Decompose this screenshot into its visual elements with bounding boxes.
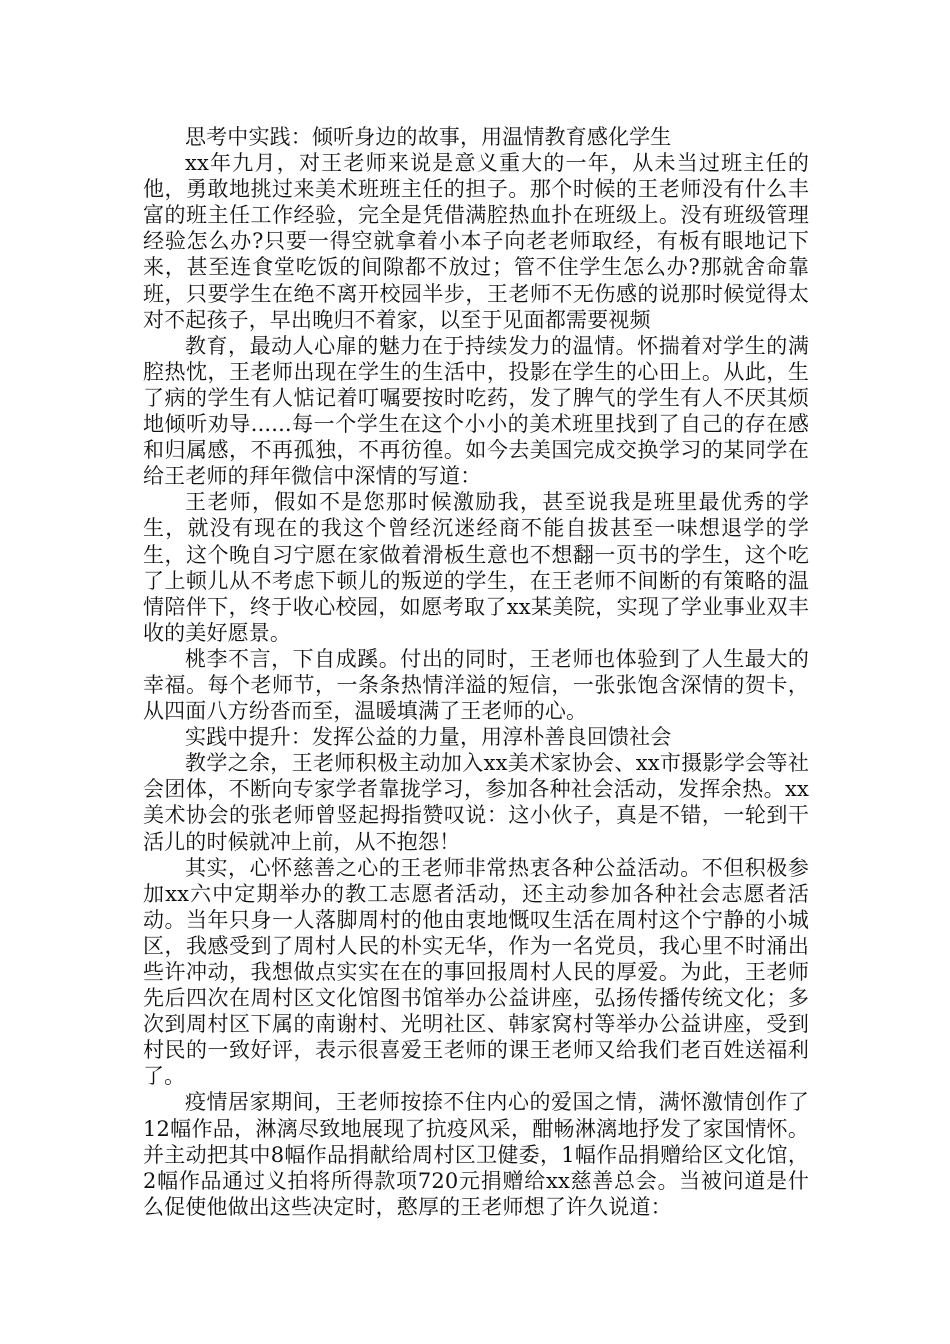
section-heading-2: 实践中提升：发挥公益的力量，用淳朴善良回馈社会	[185, 725, 672, 750]
paragraph-2: 教育，最动人心扉的魅力在于持续发力的温情。怀揣着对学生的满腔热忱，王老师出现在学生的生活中，投影在学生的心田上。从此，生了病的学生有人惦记着叮嘱要按时吃药，发了脾气的学生有人不厌其烦地倾听劝导......每一个学生在这个小小的美术班里找到了自己的存在感和归属感，不再孤独，不再彷徨。如今去美国完成交换学习的某同学在给王老师的拜年微信中深情的写道：	[143, 333, 809, 489]
paragraph-1: xx年九月，对王老师来说是意义重大的一年，从未当过班主任的他，勇敢地挑过来美术班班主任的担子。那个时候的王老师没有什么丰富的班主任工作经验，完全是凭借满腔热血扑在班级上。没有班级管理经验怎么办?只要一得空就拿着小本子向老老师取经，有板有眼地记下来，甚至连食堂吃饭的间隙都不放过；管不住学生怎么办?那就舍命靠班，只要学生在绝不离开校园半步，王老师不无伤感的说那时候觉得太对不起孩子，早出晚归不着家，以至于见面都需要视频	[143, 151, 809, 332]
paragraph-5: 教学之余，王老师积极主动加入xx美术家协会、xx市摄影学会等社会团体，不断向专家学者靠拢学习，参加各种社会活动，发挥余热。xx美术协会的张老师曾竖起拇指赞叹说：这小伙子，真是不错，一轮到干活儿的时候就冲上前，从不抱怨！	[143, 751, 809, 854]
paragraph-6: 其实，心怀慈善之心的王老师非常热衷各种公益活动。不但积极参加xx六中定期举办的教工志愿者活动，还主动参加各种社会志愿者活动。当年只身一人落脚周村的他由衷地慨叹生活在周村这个宁静的小城区，我感受到了周村人民的朴实无华，作为一名党员，我心里不时涌出些许冲动，我想做点实实在在的事回报周村人民的厚爱。为此，王老师先后四次在周村区文化馆图书馆举办公益讲座，弘扬传播传统文化；多次到周村区下属的南谢村、光明社区、韩家窝村等举办公益讲座，受到村民的一致好评，表示很喜爱王老师的课王老师又给我们老百姓送福利了。	[143, 855, 809, 1089]
section-heading-1: 思考中实践：倾听身边的故事，用温情教育感化学生	[185, 125, 672, 149]
paragraph-7: 疫情居家期间，王老师按捺不住内心的爱国之情，满怀激情创作了12幅作品，淋漓尽致地展现了抗疫风采，酣畅淋漓地抒发了家国情怀。并主动把其中8幅作品捐献给周村区卫健委，1幅作品捐赠给区文化馆，2幅作品通过义拍将所得款项720元捐赠给xx慈善总会。当被问道是什么促使他做出这些决定时，憨厚的王老师想了许久说道：	[143, 1090, 809, 1219]
paragraph-4: 桃李不言，下自成蹊。付出的同时，王老师也体验到了人生最大的幸福。每个老师节，一条条热情洋溢的短信，一张张饱含深情的贺卡，从四面八方纷沓而至，温暖填满了王老师的心。	[143, 646, 809, 724]
document-body	[143, 124, 809, 1220]
paragraph-3: 王老师，假如不是您那时候激励我，甚至说我是班里最优秀的学生，就没有现在的我这个曾经沉迷经商不能自拔甚至一味想退学的学生，这个晚自习宁愿在家做着滑板生意也不想翻一页书的学生，这个吃了上顿儿从不考虑下顿儿的叛逆的学生，在王老师不间断的有策略的温情陪伴下，终于收心校园，如愿考取了xx某美院，实现了学业事业双丰收的美好愿景。	[143, 490, 809, 645]
